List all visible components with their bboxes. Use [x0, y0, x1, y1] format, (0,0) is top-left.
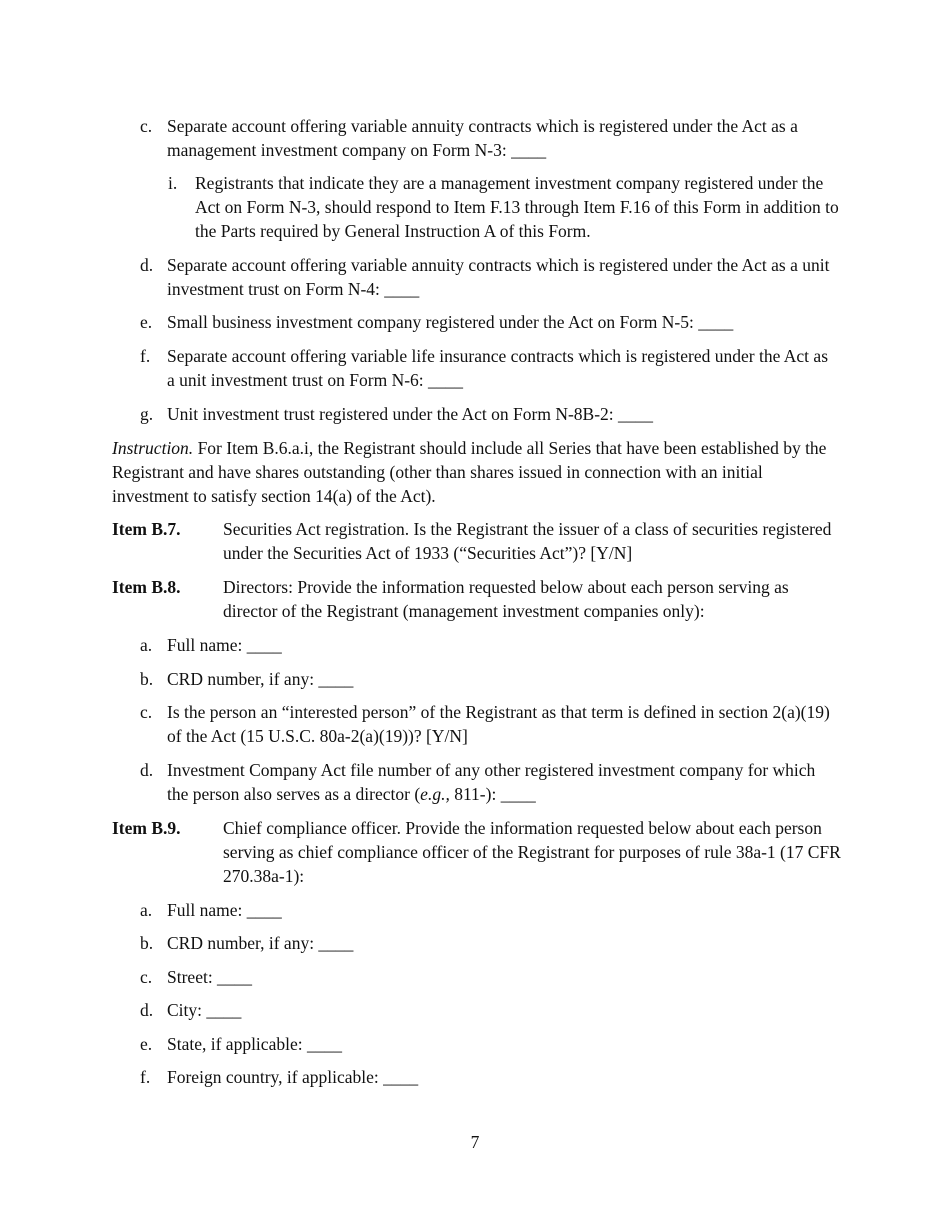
b9-item-d	[140, 998, 840, 1022]
b8-item-d	[140, 758, 840, 806]
text-part: 811-): ____	[449, 784, 536, 804]
list-text	[167, 758, 840, 806]
list-text: Separate account offering variable annuity contracts which is registered under the Act as a unit investment trust on Form N-4: ____	[167, 255, 830, 299]
list-text: Is the person an “interested person” of the Registrant as that term is defined in section 2(a)(19) of the Act (15 U.S.C. 80a-2(a)(19))? [Y/N]	[167, 702, 830, 746]
list-label: i.	[168, 173, 178, 193]
page-number: 7	[470, 1132, 480, 1152]
list-item-i	[168, 171, 840, 243]
list-text: Full name: ____	[167, 635, 282, 655]
b9-item-e	[140, 1032, 840, 1056]
item-b7	[112, 517, 842, 565]
instruction-text: For Item B.6.a.i, the Registrant should include all Series that have been established by the Registrant and have shares outstanding (other than shares issued in connection with an initial investment to satisfy section 14(a) of the Act).	[112, 438, 827, 506]
list-label: e.	[140, 1034, 153, 1054]
list-text: Small business investment company registered under the Act on Form N-5: ____	[167, 312, 734, 332]
list-item-e	[140, 310, 840, 334]
list-label: e.	[140, 312, 153, 332]
list-label: c.	[140, 702, 153, 722]
b9-item-c	[140, 965, 840, 989]
text-italic: e.g.,	[420, 784, 450, 804]
list-label: c.	[140, 116, 153, 136]
list-text: Full name: ____	[167, 900, 282, 920]
b9-item-f	[140, 1065, 840, 1089]
b8-item-a	[140, 633, 840, 657]
item-text: Securities Act registration. Is the Registrant the issuer of a class of securities registered under the Securities Act of 1933 (“Securities Act”)? [Y/N]	[223, 519, 832, 563]
list-text: CRD number, if any: ____	[167, 669, 354, 689]
item-b8	[112, 575, 842, 623]
list-item-g	[140, 402, 840, 426]
text-part: Investment Company Act file number of any other registered investment company for which the person also serves as a director (	[167, 760, 816, 804]
b8-item-b	[140, 667, 840, 691]
b9-item-b	[140, 931, 840, 955]
list-label: c.	[140, 967, 153, 987]
list-label: b.	[140, 669, 154, 689]
list-text: Separate account offering variable life insurance contracts which is registered under the Act as a unit investment trust on Form N-6: ____	[167, 346, 829, 390]
item-text: Chief compliance officer. Provide the information requested below about each person serving as chief compliance officer of the Registrant for purposes of rule 38a-1 (17 CFR 270.38a-1):	[223, 818, 841, 886]
list-text: CRD number, if any: ____	[167, 933, 354, 953]
list-text: Registrants that indicate they are a management investment company registered under the Act on Form N-3, should respond to Item F.13 through Item F.16 of this Form in addition to the Parts required by General Instruction A of this Form.	[195, 173, 839, 241]
list-label: d.	[140, 1000, 154, 1020]
item-label: Item B.7.	[112, 519, 181, 539]
instruction-paragraph	[112, 436, 832, 508]
list-text: Separate account offering variable annuity contracts which is registered under the Act as a management investment company on Form N-3: ____	[167, 116, 798, 160]
list-label: f.	[140, 346, 151, 366]
list-text: Street: ____	[167, 967, 253, 987]
list-label: b.	[140, 933, 154, 953]
list-item-d	[140, 253, 840, 301]
item-label: Item B.8.	[112, 577, 181, 597]
list-label: a.	[140, 635, 153, 655]
item-text: Directors: Provide the information requested below about each person serving as director of the Registrant (management investment companies only):	[223, 577, 789, 621]
list-label: d.	[140, 760, 154, 780]
b8-item-c	[140, 700, 840, 748]
item-label: Item B.9.	[112, 818, 181, 838]
list-text: Unit investment trust registered under the Act on Form N-8B-2: ____	[167, 404, 654, 424]
list-label: g.	[140, 404, 154, 424]
list-label: d.	[140, 255, 154, 275]
list-item-c	[140, 114, 840, 162]
instruction-lead: Instruction.	[112, 438, 194, 458]
list-text: City: ____	[167, 1000, 242, 1020]
list-text: State, if applicable: ____	[167, 1034, 342, 1054]
item-b9	[112, 816, 842, 888]
list-item-f	[140, 344, 840, 392]
list-label: a.	[140, 900, 153, 920]
b9-item-a	[140, 898, 840, 922]
list-label: f.	[140, 1067, 151, 1087]
list-text: Foreign country, if applicable: ____	[167, 1067, 419, 1087]
